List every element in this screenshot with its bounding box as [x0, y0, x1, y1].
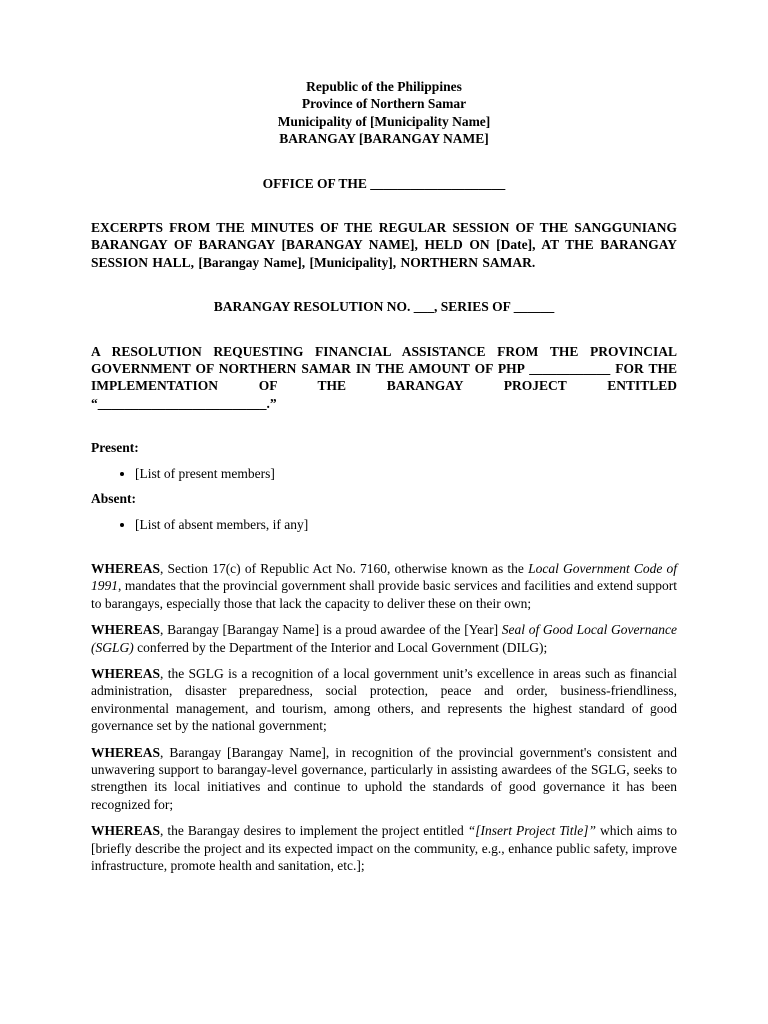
whereas-italic-text: “[Insert Project Title]”: [467, 823, 597, 839]
whereas-text: , the Barangay desires to implement the project entitled: [160, 823, 468, 839]
whereas-clause-2: [91, 621, 677, 656]
whereas-text: , Barangay [Barangay Name] is a proud awardee of the [Year]: [160, 622, 502, 638]
whereas-text: , Barangay [Barangay Name], in recognition of the provincial government's consistent and unwavering support to barangay-level governance, particularly in assisting awardees of the SGLG, seeks to strengthen its local initiatives and continue to uphold the standards of good governance it has been recognized for;: [91, 744, 677, 812]
whereas-text: which aims to [briefly describe the project and its expected impact on the community, e.g., enhance public safety, improve infrastructure, promote health and sanitation, etc.];: [91, 823, 677, 873]
whereas-text: , Section 17(c) of Republic Act No. 7160, otherwise known as the: [160, 560, 529, 576]
whereas-keyword: WHEREAS: [91, 823, 161, 839]
resolution-title: A RESOLUTION REQUESTING FINANCIAL ASSISTANCE FROM THE PROVINCIAL GOVERNMENT OF NORTHERN SAMAR IN THE AMOUNT OF PHP ____________ FOR THE IMPLEMENTATION OF THE BARANGAY PROJECT ENTITLED “_________________________.”: [91, 343, 677, 411]
list-item: • [List of absent members, if any]: [135, 516, 677, 533]
header-municipality: Municipality of [Municipality Name]: [277, 113, 491, 129]
excerpts-paragraph: EXCERPTS FROM THE MINUTES OF THE REGULAR SESSION OF THE SANGGUNIANG BARANGAY OF BARANGAY [BARANGAY NAME], HELD ON [Date], AT THE BARANGAY SESSION HALL, [Barangay Name], [Municipality], NORTHERN SAMAR.: [91, 220, 677, 270]
resolution-number: BARANGAY RESOLUTION NO. ___, SERIES OF ______: [213, 299, 555, 315]
document-header: [91, 78, 677, 148]
header-barangay: BARANGAY [BARANGAY NAME]: [279, 131, 489, 147]
absent-list: [91, 516, 677, 533]
present-list: [91, 465, 677, 482]
header-province: Province of Northern Samar: [301, 96, 467, 112]
whereas-italic-text: Seal of Good Local Governance (SGLG): [91, 622, 677, 655]
whereas-text: conferred by the Department of the Interior and Local Government (DILG);: [133, 639, 548, 655]
absent-label: Absent:: [91, 491, 137, 507]
whereas-keyword: WHEREAS: [91, 560, 161, 576]
whereas-text: , the SGLG is a recognition of a local government unit’s excellence in areas such as financial administration, disaster preparedness, social protection, peace and order, business-friendliness, environmental management, and tourism, among others, and represents the highest standard of good governance set by the national government;: [91, 665, 677, 734]
whereas-keyword: WHEREAS: [91, 665, 161, 681]
present-label: Present:: [91, 440, 139, 456]
whereas-keyword: WHEREAS: [91, 622, 161, 638]
whereas-clause-4: [91, 744, 677, 814]
whereas-italic-text: Local Government Code of 1991: [91, 560, 677, 594]
office-line: OFFICE OF THE ____________________: [262, 175, 506, 191]
whereas-clause-5: [91, 822, 677, 874]
whereas-clause-3: [91, 665, 677, 735]
list-item: • [List of present members]: [135, 465, 677, 482]
document-page: [91, 78, 677, 874]
whereas-text: , mandates that the provincial government shall provide basic services and facilities and extend support to barangays, especially those that lack the capacity to deliver these on their own;: [91, 578, 677, 611]
whereas-clause-1: [91, 560, 677, 612]
header-republic: Republic of the Philippines: [306, 79, 462, 94]
whereas-keyword: WHEREAS: [91, 744, 161, 760]
